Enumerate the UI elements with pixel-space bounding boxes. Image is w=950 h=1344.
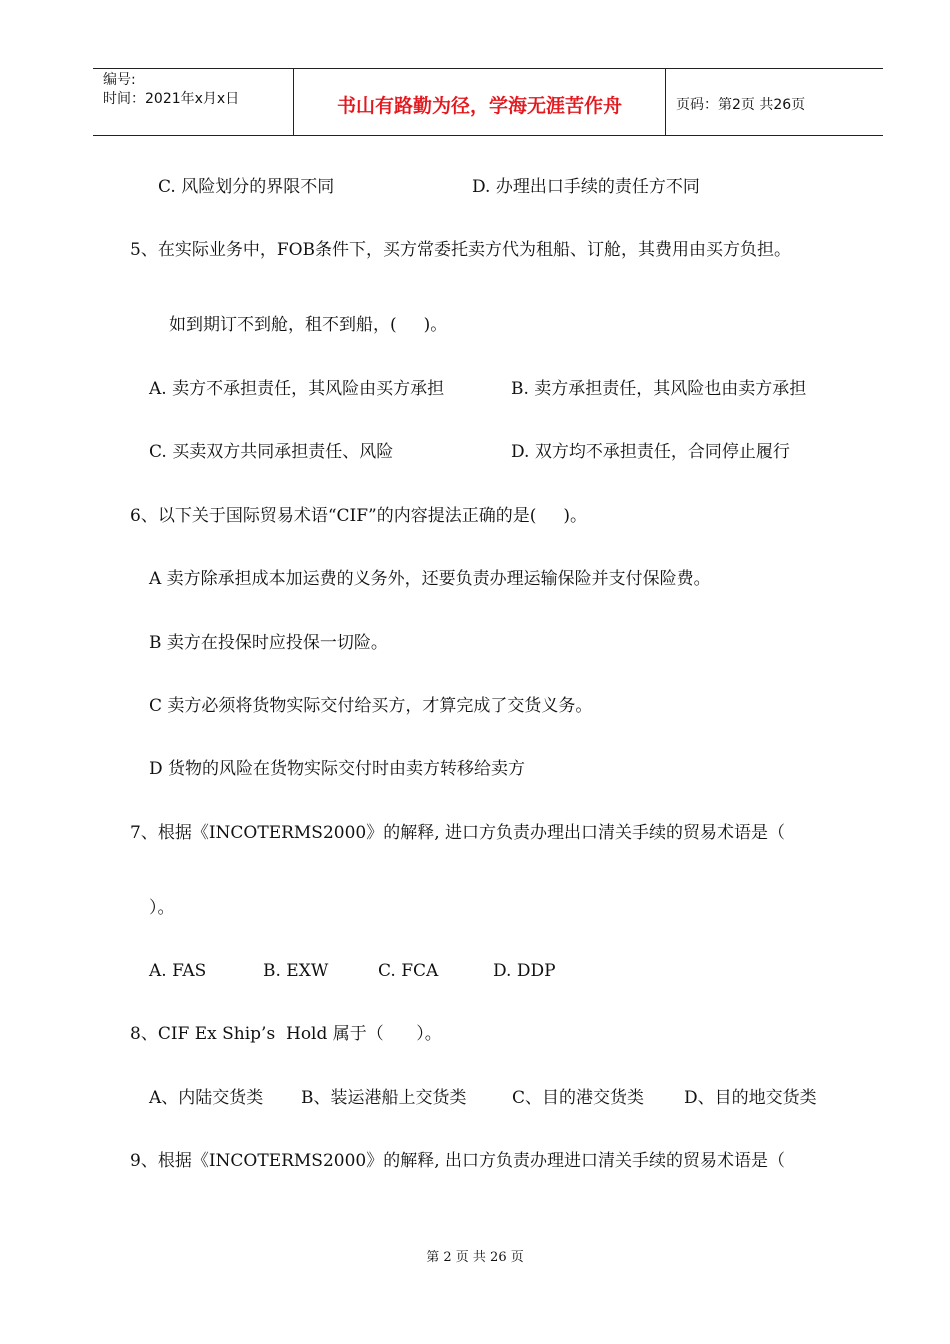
q6-option-a: A 卖方除承担成本加运费的义务外，还要负责办理运输保险并支付保险费。 xyxy=(149,569,711,589)
time-label: 时间：2021年x月x日 xyxy=(103,91,240,107)
q7-option-c: C. FCA xyxy=(378,961,439,981)
page-header xyxy=(93,68,883,136)
q7-text: 7、根据《INCOTERMS2000》的解释, 进口方负责办理出口清关手续的贸易术语是（ xyxy=(130,823,786,843)
q6-option-c: C 卖方必须将货物实际交付给买方，才算完成了交货义务。 xyxy=(149,696,593,716)
q5-option-c: C. 买卖双方共同承担责任、风险 xyxy=(149,442,394,462)
q6-option-d: D 货物的风险在货物实际交付时由卖方转移给卖方 xyxy=(149,759,526,779)
header-motto: 书山有路勤为径，学海无涯苦作舟 xyxy=(294,69,666,135)
q4-option-c: C. 风险划分的界限不同 xyxy=(158,177,335,197)
q8-option-d: D、目的地交货类 xyxy=(684,1088,817,1108)
header-page-info: 页码：第2页 共26页 xyxy=(676,97,806,113)
q8-option-c: C、目的港交货类 xyxy=(512,1088,645,1108)
q5-option-a: A. 卖方不承担责任，其风险由买方承担 xyxy=(149,379,445,399)
q7-option-a: A. FAS xyxy=(149,961,207,981)
q5-option-b: B. 卖方承担责任，其风险也由卖方承担 xyxy=(511,379,807,399)
header-meta xyxy=(93,69,294,135)
q4-option-d: D. 办理出口手续的责任方不同 xyxy=(472,177,700,197)
q7-option-b: B. EXW xyxy=(263,961,329,981)
q7-text-cont: ）。 xyxy=(149,898,175,918)
q5-option-d: D. 双方均不承担责任，合同停止履行 xyxy=(511,442,790,462)
page-footer: 第 2 页 共 26 页 xyxy=(426,1250,524,1265)
q5-text: 5、在实际业务中，FOB条件下，买方常委托卖方代为租船、订舱，其费用由买方负担。 xyxy=(130,240,792,260)
q7-option-d: D. DDP xyxy=(493,961,556,981)
q6-option-b: B 卖方在投保时应投保一切险。 xyxy=(149,633,388,653)
q8-text: 8、CIF Ex Ship’s Hold 属于（ ）。 xyxy=(130,1024,442,1044)
q5-text-cont: 如到期订不到舱，租不到船，( )。 xyxy=(169,315,448,335)
number-label: 编号: xyxy=(103,72,136,88)
q9-text: 9、根据《INCOTERMS2000》的解释, 出口方负责办理进口清关手续的贸易术语是（ xyxy=(130,1151,786,1171)
q8-option-b: B、装运港船上交货类 xyxy=(301,1088,467,1108)
q8-option-a: A、内陆交货类 xyxy=(149,1088,264,1108)
q6-text: 6、以下关于国际贸易术语“CIF”的内容提法正确的是( )。 xyxy=(130,506,587,526)
